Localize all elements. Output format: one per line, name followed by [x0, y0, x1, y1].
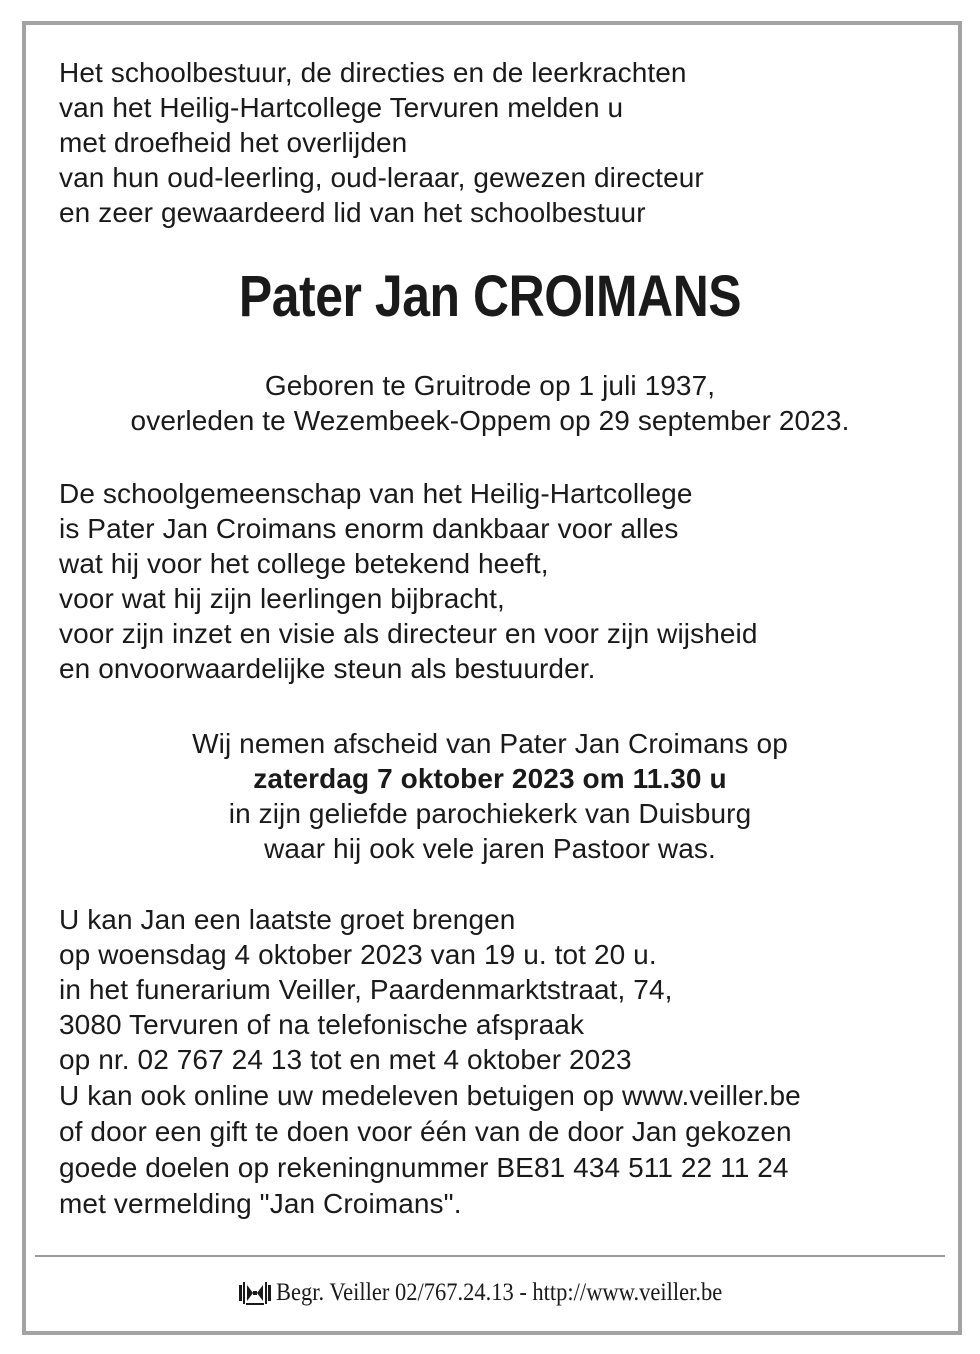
tribute-line-2: is Pater Jan Croimans enorm dankbaar voor alles	[59, 513, 679, 544]
death-line: overleden te Wezembeek-Oppem op 29 september 2023.	[130, 405, 850, 436]
intro-line-5: en zeer gewaardeerd lid van het schoolbestuur	[59, 197, 646, 228]
farewell-intro: Wij nemen afscheid van Pater Jan Croimans op	[192, 728, 788, 759]
farewell-date: zaterdag 7 oktober 2023 om 11.30 u	[253, 763, 727, 794]
veiller-logo-icon	[238, 1279, 272, 1307]
visit-line-5: op nr. 02 767 24 13 tot en met 4 oktober 2023	[59, 1044, 632, 1075]
footer-divider	[35, 1255, 945, 1257]
visit-line-1: U kan Jan een laatste groet brengen	[59, 904, 516, 935]
tribute-line-3: wat hij voor het college betekend heeft,	[59, 548, 549, 579]
visit-line-3: in het funerarium Veiller, Paardenmarktstraat, 74,	[59, 974, 673, 1005]
tribute-line-5: voor zijn inzet en visie als directeur en voor zijn wijsheid	[59, 618, 758, 649]
visit-line-8: goede doelen op rekeningnummer BE81 434 511 22 11 24	[59, 1152, 789, 1183]
birth-line: Geboren te Gruitrode op 1 juli 1937,	[264, 370, 716, 401]
farewell-place: in zijn geliefde parochiekerk van Duisburg	[228, 798, 752, 829]
visit-line-7: of door een gift te doen voor één van de door Jan gekozen	[59, 1116, 792, 1147]
visit-line-4: 3080 Tervuren of na telefonische afspraak	[59, 1009, 585, 1040]
tribute-line-4: voor wat hij zijn leerlingen bijbracht,	[59, 583, 505, 614]
tribute-line-1: De schoolgemeenschap van het Heilig-Hartcollege	[59, 478, 693, 509]
visit-line-6: U kan ook online uw medeleven betuigen op www.veiller.be	[59, 1080, 801, 1111]
footer	[0, 1276, 980, 1310]
intro-line-2: van het Heilig-Hartcollege Tervuren melden u	[59, 92, 624, 123]
intro-line-3: met droefheid het overlijden	[59, 127, 408, 158]
visit-line-9: met vermelding "Jan Croimans".	[59, 1188, 462, 1219]
intro-line-1: Het schoolbestuur, de directies en de leerkrachten	[59, 57, 687, 88]
tribute-line-6: en onvoorwaardelijke steun als bestuurder.	[59, 653, 596, 684]
intro-line-4: van hun oud-leerling, oud-leraar, gewezen directeur	[59, 162, 704, 193]
deceased-name: Pater Jan CROIMANS	[238, 264, 742, 329]
farewell-note: waar hij ook vele jaren Pastoor was.	[264, 833, 716, 864]
footer-text: Begr. Veiller 02/767.24.13 - http://www.veiller.be	[276, 1279, 723, 1306]
visit-line-2: op woensdag 4 oktober 2023 van 19 u. tot 20 u.	[59, 939, 657, 970]
